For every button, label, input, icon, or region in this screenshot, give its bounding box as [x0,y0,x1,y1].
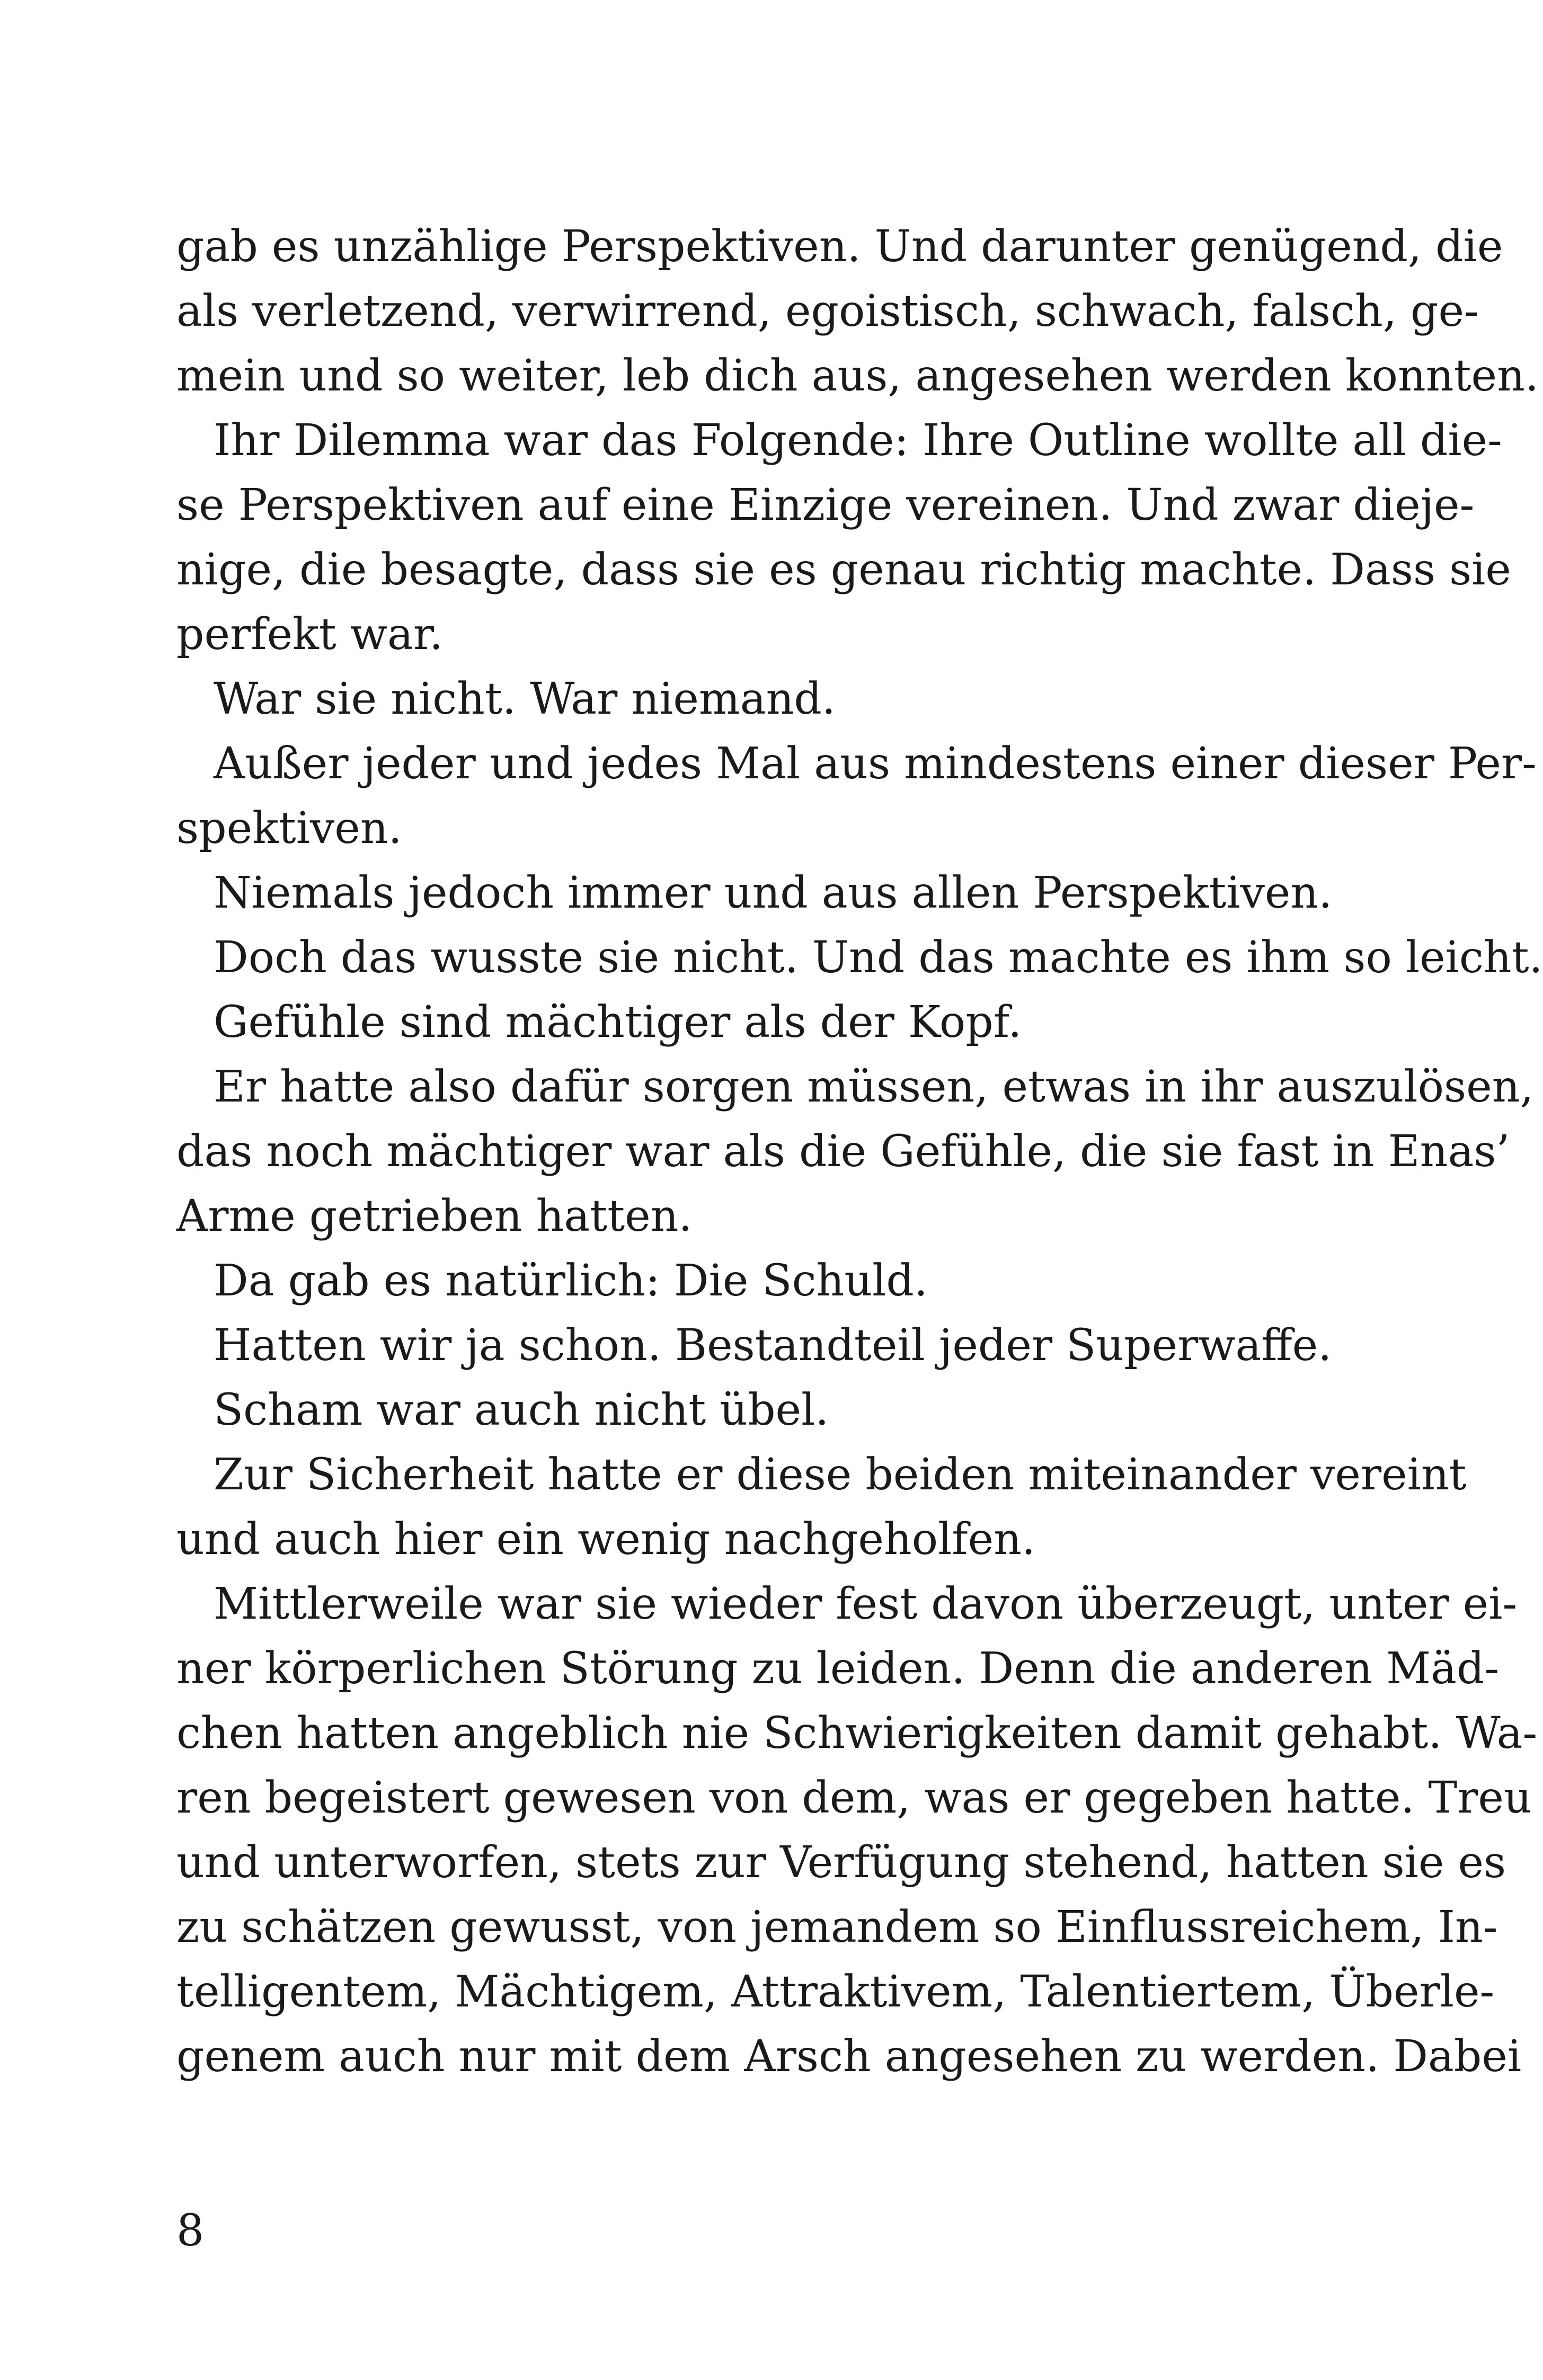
text-line: gab es unzählige Perspektiven. Und darunter genügend, die [176,221,1503,272]
text-line: als verletzend, verwirrend, egoistisch, schwach, falsch, ge- [176,286,1479,336]
text-line: Gefühle sind mächtiger als der Kopf. [214,997,1022,1047]
text-line: ren begeistert gewesen von dem, was er gegeben hatte. Treu [176,1773,1532,1823]
text-line: Hatten wir ja schon. Bestandteil jeder Superwaffe. [214,1320,1332,1371]
text-line: und auch hier ein wenig nachgeholfen. [176,1514,1036,1565]
text-line: perfekt war. [176,609,444,660]
text-line: Scham war auch nicht übel. [214,1385,829,1435]
text-line: das noch mächtiger war als die Gefühle, die sie fast in Enas’ [176,1126,1510,1177]
text-line: Außer jeder und jedes Mal aus mindestens einer dieser Per- [214,739,1537,789]
text-line: ner körperlichen Störung zu leiden. Denn die anderen Mäd- [176,1644,1500,1694]
text-line: nige, die besagte, dass sie es genau richtig machte. Dass sie [176,545,1511,595]
body-text [176,215,1543,2089]
text-line: telligentem, Mächtigem, Attraktivem, Talentiertem, Überle- [176,1967,1495,2017]
text-line: und unterworfen, stets zur Verfügung stehend, hatten sie es [176,1837,1506,1888]
text-line: Mittlerweile war sie wieder fest davon überzeugt, unter ei- [214,1579,1518,1629]
text-line: Zur Sicherheit hatte er diese beiden miteinander vereint [214,1450,1467,1500]
text-line: Doch das wusste sie nicht. Und das machte es ihm so leicht. [214,933,1543,983]
text-line: Ihr Dilemma war das Folgende: Ihre Outline wollte all die- [214,415,1502,466]
text-line: Niemals jedoch immer und aus allen Perspektiven. [214,868,1333,918]
text-line: chen hatten angeblich nie Schwierigkeiten damit gehabt. Wa- [176,1708,1538,1759]
text-line: zu schätzen gewusst, von jemandem so Einflussreichem, In- [176,1902,1498,1952]
text-line: genem auch nur mit dem Arsch angesehen zu werden. Dabei [176,2031,1522,2082]
text-line: mein und so weiter, leb dich aus, angesehen werden konnten. [176,351,1539,401]
text-line: Da gab es natürlich: Die Schuld. [214,1256,928,1306]
page-number: 8 [176,2206,205,2256]
text-line: Arme getrieben hatten. [176,1191,693,1241]
text-line: spektiven. [176,803,402,854]
text-line: se Perspektiven auf eine Einzige vereinen. Und zwar dieje- [176,480,1475,530]
text-line: Er hatte also dafür sorgen müssen, etwas in ihr auszulösen, [214,1062,1534,1112]
text-line: War sie nicht. War niemand. [214,674,836,724]
